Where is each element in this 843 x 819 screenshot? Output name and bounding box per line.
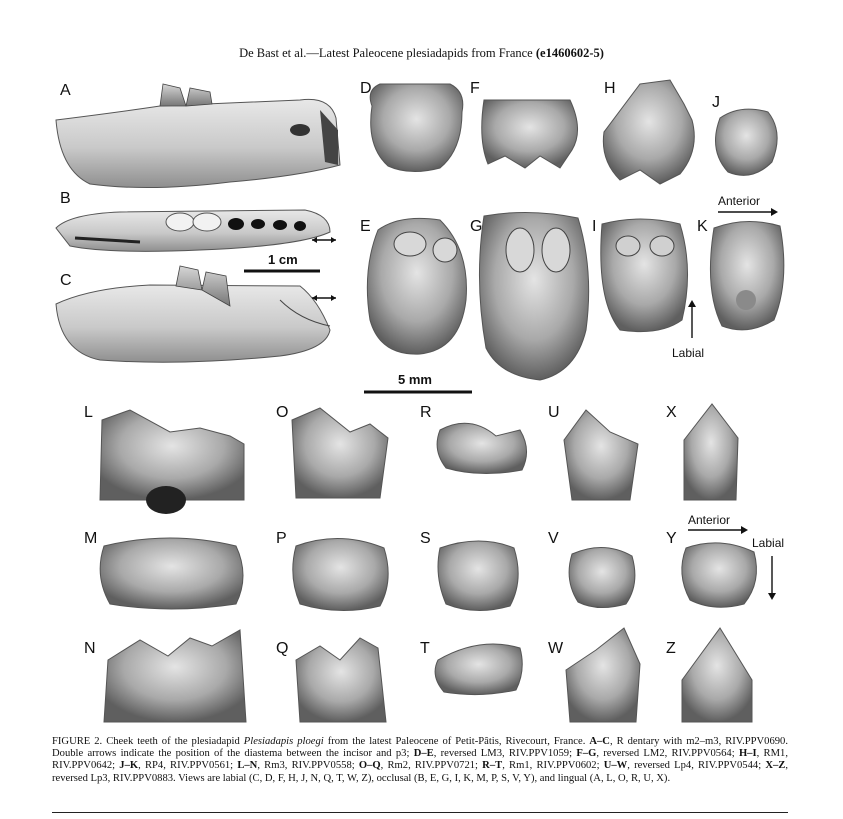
panel-label-N: N [84,640,96,657]
caption-text: , reversed LM3, RIV.PPV1059; [433,748,577,760]
caption-panel-ref: R–T [482,760,503,772]
panel-label-F: F [470,80,480,97]
panel-label-J: J [712,94,720,111]
specimen-V-occlusal [569,547,635,607]
labial-arrow-bottom [768,556,776,600]
specimen-Z-labial [682,628,752,722]
panel-label-T: T [420,640,430,657]
anterior-arrow-top [718,208,778,216]
specimen-P-occlusal [293,538,388,610]
specimen-B-dentary-occlusal [56,210,330,251]
panel-label-V: V [548,530,559,547]
caption-text: , reversed Lp4, RIV.PPV0544; [627,760,766,772]
specimen-M-occlusal [100,538,243,609]
caption-text: , Rm3, RIV.PPV0558; [257,760,359,772]
panel-label-Q: Q [276,640,289,657]
caption-panel-ref: A–C [589,736,610,747]
specimen-W-labial [566,628,640,722]
labial-label-bottom: Labial [752,536,785,550]
specimen-D-labial [370,84,463,172]
panel-label-E: E [360,218,371,235]
caption-panel-ref: U–W [603,760,628,772]
panel-label-M: M [84,530,98,547]
panel-label-C: C [60,272,72,289]
specimen-S-occlusal [438,541,518,611]
panel-label-O: O [276,404,289,421]
panel-label-D: D [360,80,372,97]
specimen-T-labial [435,644,522,695]
caption-panel-ref: J–K [119,760,139,772]
caption-text: , reversed Lp3, RIV.PPV0883. Views are labial (C, D, F, H, J, N, Q, T, W, Z), occlusal (B, E, G, I, K, M, P, S, V, Y), and lingual (A, L, O, R, U, X). [52,760,788,784]
caption-panel-ref: L–N [237,760,258,772]
panel-label-K: K [697,218,708,235]
panel-label-Y: Y [666,530,677,547]
specimen-X-lingual [684,404,738,500]
caption-panel-ref: F–G [576,748,597,760]
panel-label-U: U [548,404,560,421]
specimen-L-lingual [100,410,244,514]
specimen-C-dentary-labial [56,266,330,362]
panel-label-S: S [420,530,431,547]
specimen-I-occlusal [601,219,688,332]
panel-label-A: A [60,82,71,99]
specimen-H-labial [603,80,694,184]
caption-text: , Rm2, RIV.PPV0721; [380,760,483,772]
panel-label-H: H [604,80,616,97]
specimen-N-labial [104,630,246,722]
caption-panel-ref: X–Z [765,760,786,772]
running-title: De Bast et al.—Latest Paleocene plesiadapids from France [239,46,533,60]
specimen-J-labial [716,109,778,175]
caption-panel-ref: D–E [413,748,434,760]
scale-label-1cm: 1 cm [268,252,298,267]
caption-panel-ref: O–Q [358,760,381,772]
specimen-R-lingual [437,423,526,473]
specimen-A-dentary-lingual [56,84,340,188]
specimen-G-occlusal [479,212,588,380]
panel-label-R: R [420,404,432,421]
anterior-label-top: Anterior [718,194,761,208]
caption-taxon: Plesiadapis ploegi [243,736,324,747]
specimen-Y-occlusal [682,543,757,607]
panel-label-P: P [276,530,287,547]
panel-label-G: G [470,218,483,235]
panel-label-B: B [60,190,71,207]
panel-label-Z: Z [666,640,676,657]
caption-text: , RM1, RIV.PPV0642; [52,748,788,772]
specimen-K-occlusal [710,221,783,329]
bottom-rule [52,812,788,813]
figure-caption [52,736,788,785]
caption-panel-ref: H–I [738,748,757,760]
panel-label-X: X [666,404,677,421]
panel-label-W: W [548,640,564,657]
panel-label-I: I [592,218,597,235]
panel-label-L: L [84,404,93,421]
diastema-arrow-B [312,237,336,243]
specimen-U-lingual [564,410,638,500]
anterior-arrow-bottom [688,526,748,534]
specimen-Q-labial [296,638,386,722]
labial-label-top: Labial [672,346,705,360]
specimen-E-occlusal [367,218,466,354]
caption-text: , Rm1, RIV.PPV0602; [502,760,604,772]
labial-arrow-top [688,300,696,338]
specimen-O-lingual [292,408,388,498]
anterior-label-bottom: Anterior [688,513,731,527]
caption-text: , RP4, RIV.PPV0561; [138,760,238,772]
caption-text: from the latest Paleocene of Petit-Pâtis, Rivecourt, France. [323,736,590,747]
diastema-arrow-C [312,295,336,301]
scale-label-5mm: 5 mm [398,372,432,387]
page-id: (e1460602-5) [535,46,604,60]
caption-text: , reversed LM2, RIV.PPV0564; [596,748,739,760]
caption-fig-label: FIGURE 2. [52,736,103,747]
caption-text: Cheek teeth of the plesiadapid [102,736,244,747]
caption-text: , R dentary with m2–m3, RIV.PPV0690. Double arrows indicate the position of the diastema between the incisor and p3; [52,736,788,760]
specimen-F-labial [482,100,578,168]
